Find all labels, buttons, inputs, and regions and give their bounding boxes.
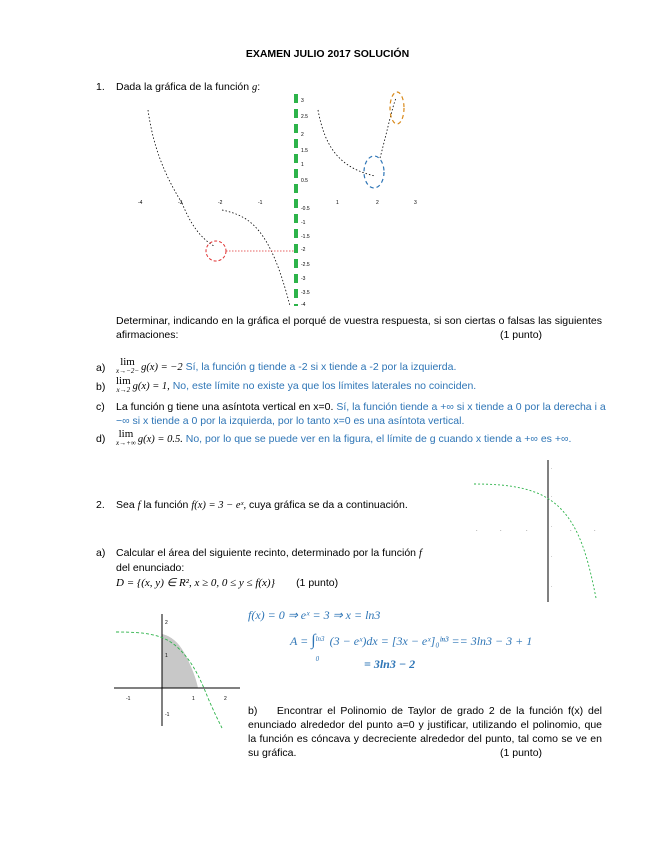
q1-item-c-label: c) <box>96 401 105 413</box>
g-y-tick: -3.5 <box>301 290 310 296</box>
g-x-tick: 3 <box>414 200 417 206</box>
q2-prompt: Sea f la función f(x) = 3 − eˣ, cuya gráfica se da a continuación. <box>116 499 408 511</box>
q1-instruction: Determinar, indicando en la gráfica el porqué de vuestra respuesta, si son ciertas o falsas las siguientes afirmaciones: <box>116 315 602 341</box>
q1-item-d: lim x→+∞ g(x) = 0.5. No, por lo que se puede ver en la figura, el límite de g cuando x tiende a +∞ es +∞. <box>116 428 572 447</box>
q2-b-points: (1 punto) <box>500 747 543 759</box>
g-y-tick: -3 <box>301 276 306 282</box>
q1-item-a: lim x→−2− g(x) = −2 Sí, la función g tiende a -2 si x tiende a -2 por la izquierda. <box>116 356 457 375</box>
svg-text:·: · <box>551 494 553 499</box>
tick-y-1: 1 <box>165 653 168 659</box>
q2-b-text: b) Encontrar el Polinomio de Taylor de grado 2 de la función f(x) del enunciado alrededor del punto a=0 y justificar, utilizando el polinomio, que la función es cóncava y decreciente alrededor del punto, tal como se ve en su gráfica. <box>248 705 603 759</box>
q1-item-b: lim x→2 g(x) = 1, No, este límite no existe ya que los límites laterales no coinciden. <box>116 375 477 394</box>
sol-line-3: = 3ln3 − 2 <box>364 657 416 671</box>
svg-text:-: - <box>570 527 572 532</box>
g-y-tick: -4 <box>301 302 306 308</box>
svg-text:·: · <box>551 584 553 589</box>
tick-y-neg1: -1 <box>165 712 170 718</box>
curve-left-mid <box>182 203 214 246</box>
g-y-tick: 2.5 <box>301 114 308 120</box>
g-x-tick: 1 <box>336 200 339 206</box>
svg-text:·: · <box>551 466 553 471</box>
g-y-tick: 2 <box>301 132 304 138</box>
svg-text:-: - <box>526 527 528 532</box>
g-y-tick: 1.5 <box>301 148 308 154</box>
g-x-tick: -4 <box>138 200 143 206</box>
g-y-tick: 1 <box>301 162 304 168</box>
g-y-tick: 3 <box>301 98 304 104</box>
q2-a-label: a) <box>96 547 106 559</box>
page-title: EXAMEN JULIO 2017 SOLUCIÓN <box>245 48 410 60</box>
graph-f-top <box>470 458 610 604</box>
g-y-tick: -1.5 <box>301 234 310 240</box>
sol-line-2: A = ∫ ln3 0 (3 − eˣ)dx = [3x − eˣ]₀ˡⁿ³ == 3ln3 − 3 + 1 <box>290 632 533 663</box>
tick-y-2: 2 <box>165 620 168 626</box>
curve-right-high <box>380 98 396 158</box>
svg-text:-: - <box>594 527 596 532</box>
svg-text:·: · <box>551 554 553 559</box>
g-x-tick: -2 <box>218 200 223 206</box>
q1-item-b-label: b) <box>96 381 106 393</box>
q2-a-region: D = {(x, y) ∈ R², x ≥ 0, 0 ≤ y ≤ f(x)} (1 punto) <box>116 577 339 589</box>
q1-number: 1. <box>96 81 105 93</box>
shaded-region <box>162 634 198 688</box>
orange-circle <box>390 92 404 124</box>
g-x-tick: -1 <box>258 200 263 206</box>
graph-area <box>114 612 244 730</box>
q2-b-spacer <box>116 746 246 760</box>
tick-x-1: 1 <box>192 696 195 702</box>
g-y-tick: -2.5 <box>301 262 310 268</box>
f-curve <box>474 484 596 598</box>
q2-number: 2. <box>96 499 105 511</box>
q1-item-a-label: a) <box>96 362 106 374</box>
svg-text:·: · <box>551 524 553 529</box>
g-y-tick: -1 <box>301 220 306 226</box>
q1-item-d-label: d) <box>96 433 106 445</box>
g-y-tick: -2 <box>301 247 306 253</box>
blue-circle <box>364 156 384 188</box>
g-x-tick: -3 <box>178 200 183 206</box>
q1-points: (1 punto) <box>500 329 543 341</box>
svg-text:-: - <box>500 527 502 532</box>
red-circle <box>206 241 226 261</box>
g-y-tick: -0.5 <box>301 206 310 212</box>
sol-line-1: f(x) = 0 ⇒ eˣ = 3 ⇒ x = ln3 <box>248 608 381 622</box>
graph-g <box>130 88 430 318</box>
tick-x-2: 2 <box>224 696 227 702</box>
g-y-tick: 0.5 <box>301 178 308 184</box>
g-x-tick: 2 <box>376 200 379 206</box>
svg-text:-: - <box>476 527 478 532</box>
curve-right-low <box>318 110 375 176</box>
curve-left-top <box>148 110 182 203</box>
q1-item-c: La función g tiene una asíntota vertical en x=0. Sí, la función tiende a +∞ si x tiende a 0 por la derecha i a −∞ si x tiende a 0 por la izquierda, por lo tanto x=0 es una asíntota vertical. <box>116 401 606 427</box>
tick-x-neg1: -1 <box>126 696 131 702</box>
q1-prompt: Dada la gráfica de la función g: <box>116 81 261 93</box>
q2-a-text: Calcular el área del siguiente recinto, determinado por la función f del enunciado: <box>116 547 422 574</box>
curve-left-lower <box>222 210 290 306</box>
